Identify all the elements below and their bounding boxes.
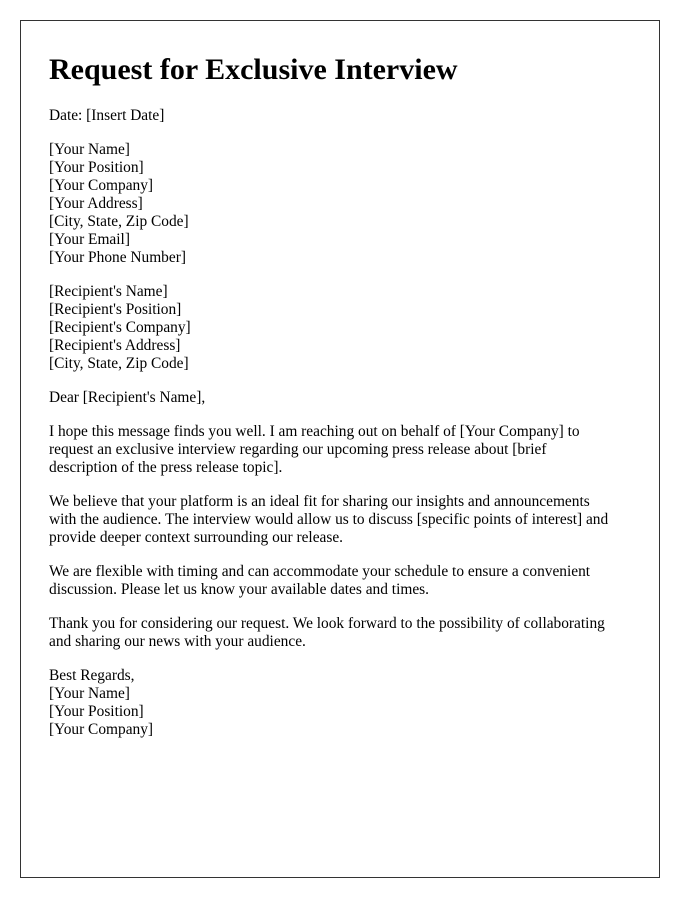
closing-position: [Your Position]: [49, 703, 144, 720]
recipient-address: [Recipient's Address]: [49, 337, 181, 354]
salutation: Dear [Recipient's Name],: [49, 389, 206, 406]
sender-name: [Your Name]: [49, 141, 130, 158]
paragraph-line: with the audience. The interview would allow us to discuss [specific points of interest] and: [49, 511, 609, 528]
recipient-company: [Recipient's Company]: [49, 319, 191, 336]
body-paragraph-intro: [49, 423, 631, 477]
recipient-name: [Recipient's Name]: [49, 283, 168, 300]
body-paragraph-platform: [49, 493, 631, 547]
recipient-city-state-zip: [City, State, Zip Code]: [49, 355, 189, 372]
paragraph-line: Thank you for considering our request. We look forward to the possibility of collaborating: [49, 615, 605, 632]
sender-address: [Your Address]: [49, 195, 143, 212]
letter-title: Request for Exclusive Interview: [49, 53, 458, 86]
closing-phrase: Best Regards,: [49, 667, 135, 684]
letter-page: [20, 20, 660, 878]
sender-phone: [Your Phone Number]: [49, 249, 186, 266]
recipient-address-block: [49, 283, 631, 373]
sender-city-state-zip: [City, State, Zip Code]: [49, 213, 189, 230]
paragraph-line: and sharing our news with your audience.: [49, 633, 306, 650]
paragraph-line: provide deeper context surrounding our release.: [49, 529, 344, 546]
paragraph-line: discussion. Please let us know your available dates and times.: [49, 581, 429, 598]
paragraph-line: description of the press release topic].: [49, 459, 283, 476]
recipient-position: [Recipient's Position]: [49, 301, 182, 318]
paragraph-line: We believe that your platform is an ideal fit for sharing our insights and announcements: [49, 493, 590, 510]
sender-position: [Your Position]: [49, 159, 144, 176]
sender-email: [Your Email]: [49, 231, 130, 248]
paragraph-line: I hope this message finds you well. I am reaching out on behalf of [Your Company] to: [49, 423, 580, 440]
closing-block: [49, 667, 631, 739]
sender-address-block: [49, 141, 631, 267]
paragraph-line: request an exclusive interview regarding our upcoming press release about [brief: [49, 441, 547, 458]
closing-name: [Your Name]: [49, 685, 130, 702]
sender-company: [Your Company]: [49, 177, 154, 194]
body-paragraph-thanks: [49, 615, 631, 651]
closing-company: [Your Company]: [49, 721, 154, 738]
date-line: Date: [Insert Date]: [49, 107, 165, 124]
paragraph-line: We are flexible with timing and can accommodate your schedule to ensure a convenient: [49, 563, 591, 580]
body-paragraph-timing: [49, 563, 631, 599]
